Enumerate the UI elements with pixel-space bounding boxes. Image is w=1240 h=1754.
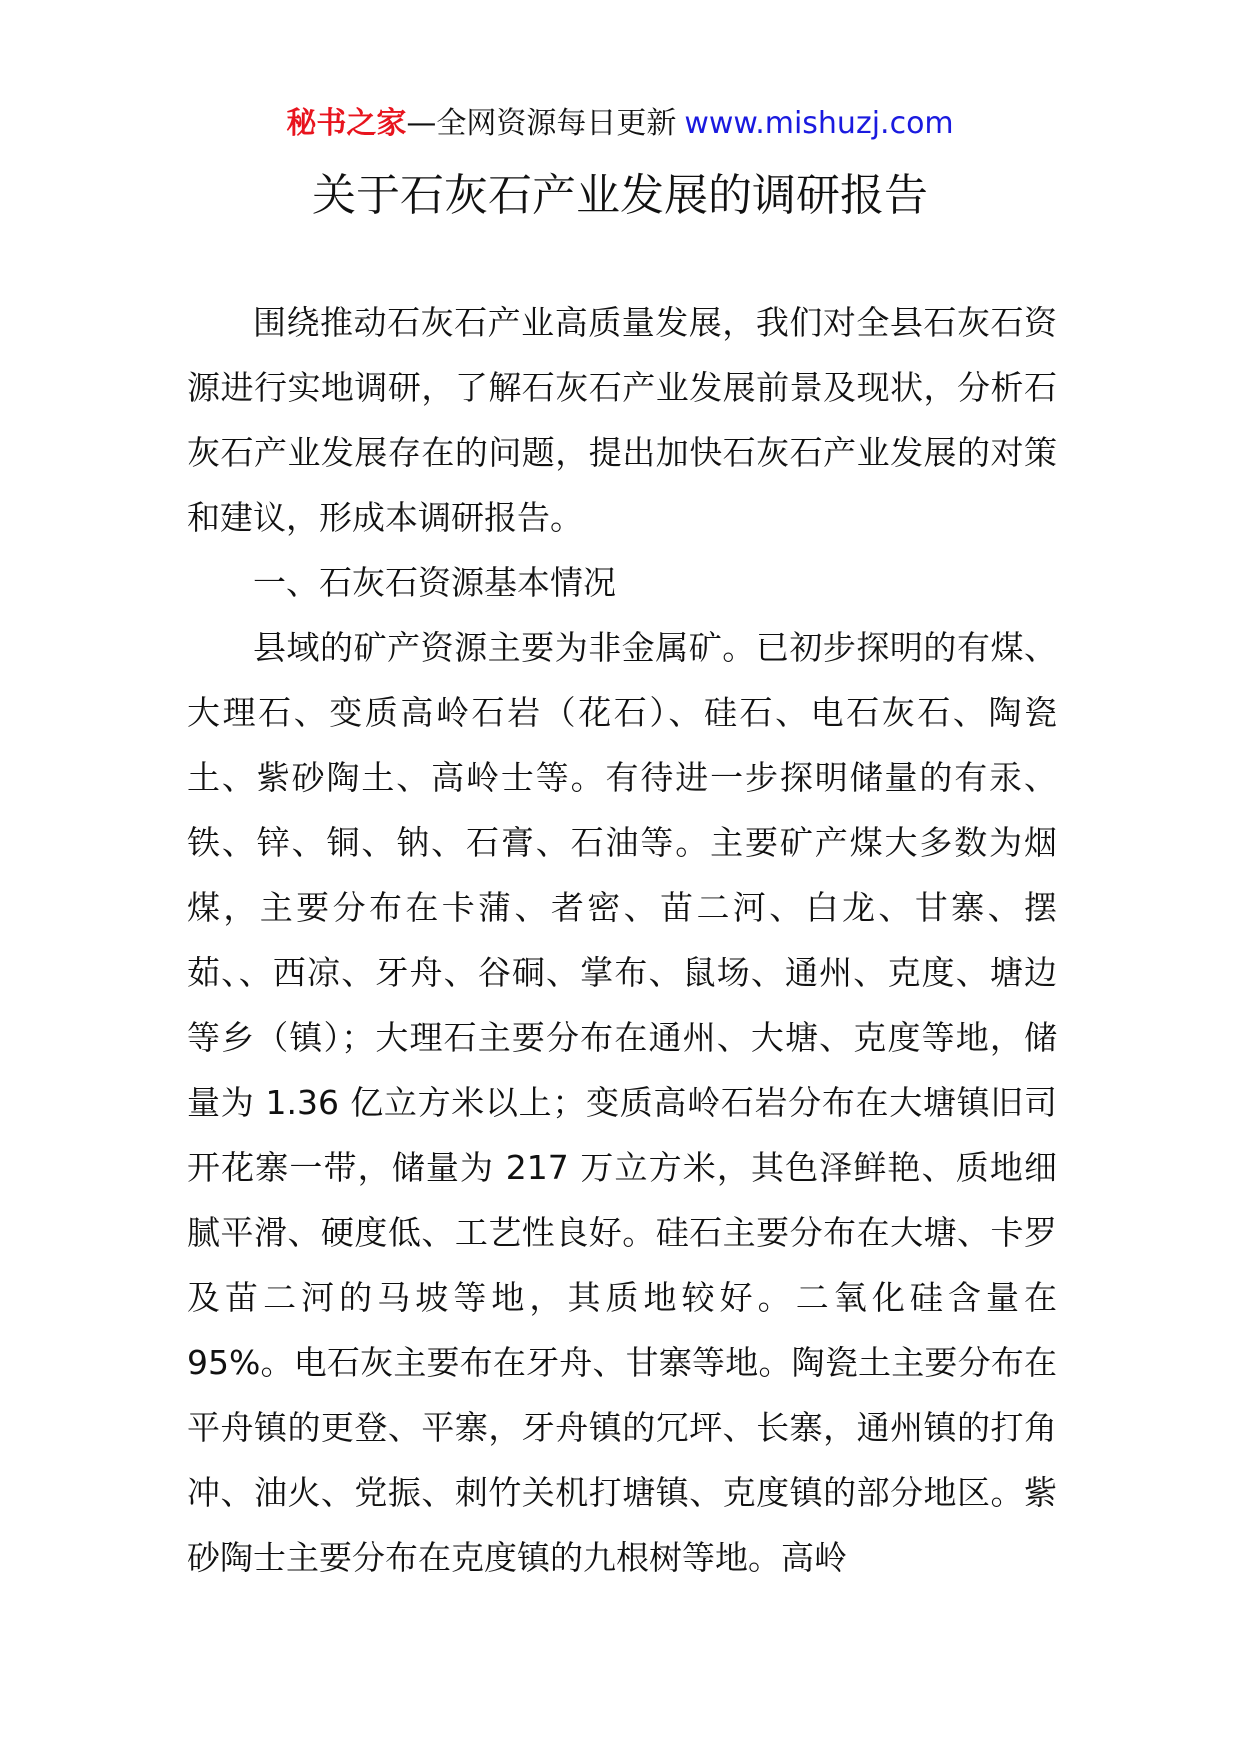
document-title: 关于石灰石产业发展的调研报告	[312, 170, 928, 221]
section-heading: 一、石灰石资源基本情况	[253, 563, 616, 602]
section-paragraph: 县域的矿产资源主要为非金属矿。已初步探明的有煤、大理石、变质高岭石岩（花石）、硅石、电石灰石、陶瓷土、紫砂陶土、高岭士等。有待进一步探明储量的有汞、铁、锌、铜、钠、石膏、石油等。主要矿产煤大多数为烟煤，主要分布在卡蒲、者密、苗二河、白龙、甘寨、摆茹、、西凉、牙舟、谷硐、掌布、鼠场、通州、克度、塘边等乡（镇）；大理石主要分布在通州、大塘、克度等地，储量为 1.36 亿立方米以上；变质高岭石岩分布在大塘镇旧司开花寨一带，储量为 217 万立方米，其色泽鲜艳、质地细腻平滑、硬度低、工艺性良好。硅石主要分布在大塘、卡罗及苗二河的马坡等地，其质地较好。二氧化硅含量在 95%。电石灰主要布在牙舟、甘寨等地。陶瓷土主要分布在平舟镇的更登、平寨，牙舟镇的冗坪、长寨，通州镇的打角冲、油火、党振、刺竹关机打塘镇、克度镇的部分地区。紫砂陶士主要分布在克度镇的九根树等地。高岭	[187, 628, 1057, 1577]
site-banner	[0, 104, 1240, 144]
document-body	[187, 290, 1057, 1590]
brand-name: 秘书之家	[286, 106, 407, 141]
site-url-link[interactable]: www.mishuzj.com	[684, 106, 954, 141]
intro-paragraph: 围绕推动石灰石产业高质量发展，我们对全县石灰石资源进行实地调研，了解石灰石产业发展前景及现状，分析石灰石产业发展存在的问题，提出加快石灰石产业发展的对策和建议，形成本调研报告。	[187, 303, 1057, 537]
banner-slogan: —全网资源每日更新	[406, 106, 677, 141]
